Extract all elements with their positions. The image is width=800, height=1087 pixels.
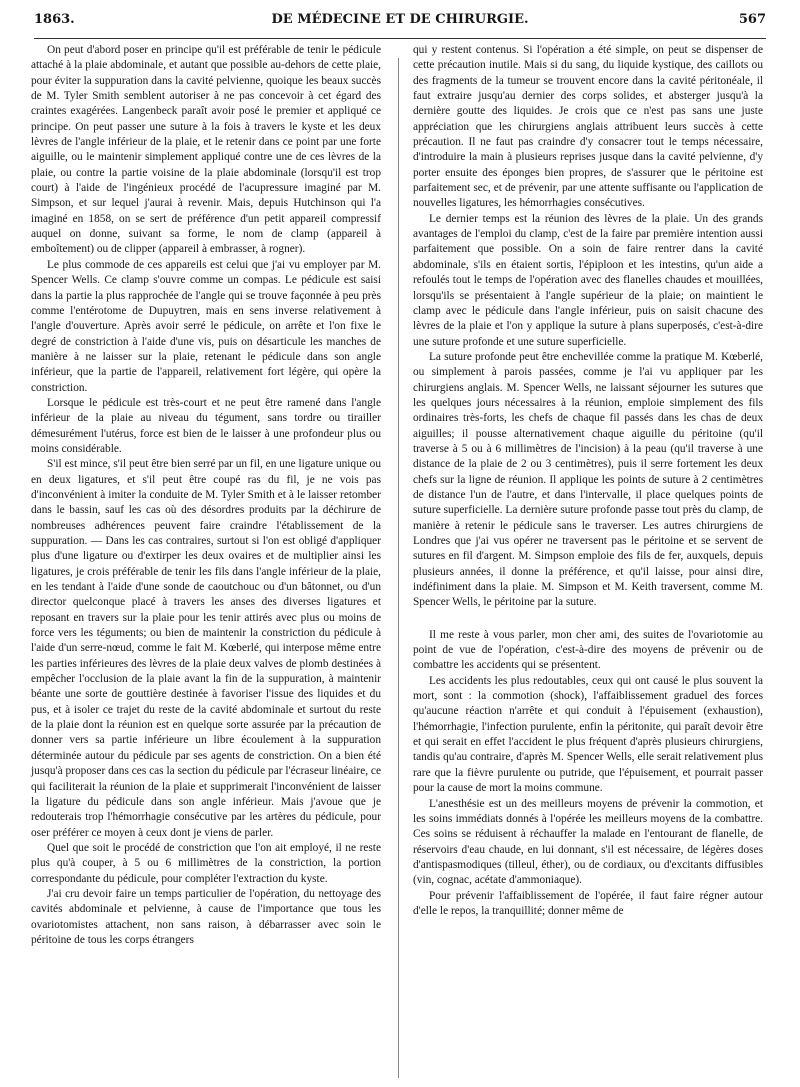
header-year: 1863. (34, 12, 75, 27)
paragraph: Lorsque le pédicule est très-court et ne peut être ramené dans l'angle inférieur de la plaie au niveau du tégument, sans tordre ou tirailler démesurément l'utérus, force est bien de le laisser à une profondeur plus ou moins considérable. (31, 396, 381, 455)
paragraph: Quel que soit le procédé de constriction que l'on ait employé, il ne reste plus qu'à couper, à 5 ou 6 millimètres de la constriction, la portion correspondante du pédicule, pour compléter l'extraction du kyste. (31, 841, 381, 885)
paragraph: S'il est mince, s'il peut être bien serré par un fil, en une ligature unique ou en deux ligatures, et s'il peut être coupé ras du fil, je ne vois pas d'inconvénient à imiter la conduite de M. Tyler Smith et à le laisser retomber dans le bassin, sauf les cas où des désordres produits par la déchirure de nombreuses adhérences peuvent faire craindre l'établissement de la suppuration. — Dans les cas contraires, surtout si l'on est obligé d'appliquer plus d'une ligature ou d'extirper les deux ovaires et de multiplier ainsi les ligatures, je crois préférable de tenir les fils dans l'angle inférieur de la plaie, en les tendant à l'aide d'une sonde de caoutchouc ou d'un bâtonnet, ou d'un director quelconque placé à travers les anses des diverses ligatures et reposant en travers sur la plaie pour les tenir attirés avec plus ou moins de force vers les téguments; ou bien de maintenir la constriction du pédicule à l'aide d'un serre-nœud, comme le fait M. Kœberlé, qui interpose même entre les parties inférieures des lèvres de la plaie deux valves de plomb destinées à empêcher l'occlusion de la plaie avant la fin de la suppuration, à maintenir béante une sorte de gouttière destinée à favoriser l'issue des liquides et du pus, et à isoler ce trajet du reste de la cavité abdominale et surtout du reste de la plaie dont la réunion est en quelque sorte assurée par la précaution de donner vers sa partie inférieure un libre écoulement à la suppuration déterminée autour du pédicule par ses agents de constriction. On a bien été jusqu'à proposer dans ces cas la section du pédicule par l'écraseur linéaire, ce qui faciliterait la réunion de la plaie et supprimerait l'inconvénient de laisser la ligature du pédicule dans son angle inférieur. Mais j'avoue que je redouterais trop l'hémorrhagie consécutive par les artères du pédicule, pour oser préférer ce moyen à ceux dont je viens de parler. (31, 458, 381, 839)
header-journal-title: DE MÉDECINE ET DE CHIRURGIE. (271, 12, 529, 27)
header-rule (34, 38, 766, 39)
column-divider (398, 58, 399, 1078)
paragraph: qui y restent contenus. Si l'opération a été simple, on peut se dispenser de cette précaution inutile. Mais si du sang, du liquide kystique, des caillots ou des fragments de la tumeur se trouvent encore dans la cavité péritonéale, il faut extraire jusqu'au dernier des corps solides, et absterger jusqu'à la dernière goutte des liquides. Je crois que ce n'est pas sans une juste appréciation que les chirurgiens anglais attribuent leurs succès à cette précaution. Il ne faut pas craindre d'y consacrer tout le temps nécessaire, d'introduire la main à plusieurs reprises jusque dans la cavité pelvienne, d'y porter ensuite des éponges bien propres, de s'assurer que le péritoine est parfaitement sec, et de prévenir, par une attente suffisante ou l'application de nouvelles ligatures, les hémorrhagies consécutives. (413, 44, 763, 210)
paragraph: Le plus commode de ces appareils est celui que j'ai vu employer par M. Spencer Wells. Ce clamp s'ouvre comme un compas. Le pédicule est saisi dans la partie la plus rapprochée de l'angle qui se trouve façonnée à peu près comme l'entérotome de Dupuytren, mais en sens inverse relativement à l'angle d'ouverture. Après avoir serré le pédicule, on arrête et l'on fixe le degré de constriction à l'aide d'une vis, puis on désarticule les manches de manière à ne laisser sur la plaie, retenant le pédicule dans son angle inférieur, que la partie de l'appareil, relativement fort légère, qui opère la constriction. (31, 258, 381, 394)
header-page-number: 567 (738, 12, 766, 27)
paragraph: La suture profonde peut être enchevillée comme la pratique M. Kœberlé, ou simplement à parois passées, comme je l'ai vu appliquer par les chirurgiens anglais. M. Spencer Wells, ne laissant séjourner les sutures que les quelques jours nécessaires à la réunion, emploie simplement des fils ordinaires très-forts, les chefs de chaque fil passés dans les chas de deux aiguilles; il pousse alternativement chaque aiguille du péritoine (qu'il traverse à 5 ou à 6 millimètres de l'incision) à la peau (qu'il traverse à une distance de la plaie de 2 ou 3 centimètres), puis il serre fortement les deux chefs sur la ligne de réunion. Il applique les points de suture à 2 centimètres de distance l'un de l'autre, et dans l'intervalle, il place quelques points de suture superficielle. La dernière suture profonde passe tout près du clamp, de manière à retenir le pédicule sans le traverser. Les autres chirurgiens de Londres que j'ai vus opérer ne traversent pas le péritoine et se servent de sutures en fil d'argent. M. Simpson emploie des fils de fer, auxquels, depuis plusieurs années, il donne la préférence, et qu'il laisse, pour ainsi dire, indéfiniment dans la plaie. M. Simpson et M. Keith traversent, comme M. Spencer Wells, le péritoine par la suture. (413, 350, 763, 609)
paragraph: Pour prévenir l'affaiblissement de l'opérée, il faut faire régner autour d'elle le repos, la tranquillité; donner même de (413, 889, 763, 917)
left-column (31, 43, 381, 948)
paragraph: Il me reste à vous parler, mon cher ami, des suites de l'ovariotomie au point de vue de l'opération, c'est-à-dire des moyens de prévenir ou de combattre les accidents qui se présentent. (413, 628, 763, 672)
right-column (413, 43, 763, 919)
paragraph: L'anesthésie est un des meilleurs moyens de prévenir la commotion, et les soins immédiats donnés à l'opérée les meilleurs moyens de la combattre. Ces soins se réduisent à réchauffer la malade en l'entourant de flanelle, de réservoirs d'eau chaude, en lui donnant, s'il est nécessaire, de légères doses d'antispasmodiques (tilleul, éther), ou de cordiaux, ou d'excitants diffusibles (vin, cognac, acétate d'ammoniaque). (413, 797, 763, 887)
section-spacer (413, 611, 763, 628)
paragraph: J'ai cru devoir faire un temps particulier de l'opération, du nettoyage des cavités abdominale et pelvienne, à cause de l'importance que tous les ovariotomistes attachent, non sans raison, à débarrasser avec soin le péritoine de tous les corps étrangers (31, 887, 381, 946)
running-header (34, 6, 766, 32)
paragraph: Les accidents les plus redoutables, ceux qui ont causé le plus souvent la mort, sont : la commotion (shock), l'affaiblissement graduel des forces qu'aucune réaction n'arrête et qui conduit à l'épuisement (exhaustion), l'hémorrhagie, l'infection purulente, enfin la péritonite, qui paraît devoir être et qui serait en effet l'accident le plus fréquent d'après plusieurs chirurgiens, tandis qu'au contraire, d'après M. Spencer Wells, elle serait relativement plus rare que la fièvre purulente ou putride, que l'épuisement, et pourrait passer pour la cause de mort la moins commune. (413, 674, 763, 795)
paragraph: Le dernier temps est la réunion des lèvres de la plaie. Un des grands avantages de l'emploi du clamp, c'est de la faire par première intention aussi parfaitement que possible. On a soin de faire rentrer dans la cavité abdominale, s'ils en étaient sortis, l'épiploon et les intestins, qu'un aide a refoulés tout le temps de l'opération avec des flanelles chaudes et mouillées, lorsqu'ils se présentaient à l'angle supérieur de la plaie; on maintient le clamp avec le pédicule dans l'angle inférieur, puis on saisit chacune des lèvres de la plaie et l'on y applique la suture à plans superposés, c'est-à-dire une suture profonde et une suture superficielle. (413, 212, 763, 348)
paragraph: On peut d'abord poser en principe qu'il est préférable de tenir le pédicule attaché à la plaie abdominale, et autant que possible au-dehors de cette plaie, pour éviter la suppuration dans la cavité pelvienne, quoique les beaux succès de M. Tyler Smith semblent autoriser à ne pas concevoir à cet égard des craintes exagérées. Langenbeck paraît avoir posé le premier et appliqué ce principe. On peut passer une suture à la fois à travers le kyste et les deux lèvres de l'angle inférieur de la plaie, et le retenir dans ce point par une forte aiguille, ou le maintenir simplement appliqué contre une de ces lèvres de la plaie, ou contre la partie voisine de la plaie abdominale (lorsqu'il est trop court) à l'aide de l'ingénieux procédé de l'acupressure imaginé par M. Simpson, et sur lequel j'aurai à revenir. Mais, depuis Hutchinson qui l'a imaginé en 1858, on se sert de préférence d'un petit appareil compressif auquel on donne, suivant sa forme, le nom de clamp (appareil à emboîtement) ou de clipper (appareil à embrasser, à rogner). (31, 44, 381, 256)
